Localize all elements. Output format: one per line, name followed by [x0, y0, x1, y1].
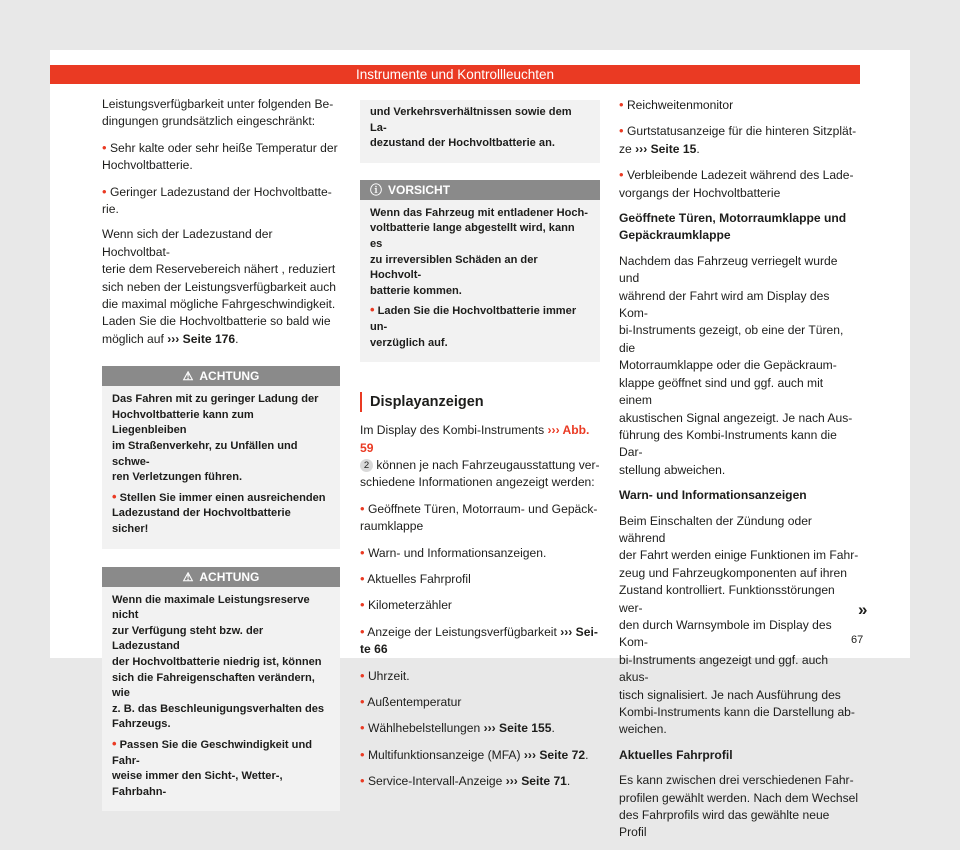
- profile-paragraph: Es kann zwischen drei verschiedenen Fahr- profilen gewählt werden. Nach dem Wechsel des Fahrprofils wird das gewählte neue Profil: [619, 773, 859, 840]
- list-item: • Reichweitenmonitor: [619, 97, 734, 112]
- warning-box: [102, 567, 340, 812]
- list-item: • Außentemperatur: [360, 694, 462, 709]
- column-middle: [360, 100, 600, 799]
- list-item: • Multifunktionsanzeige (MFA) ››› Seite 72.: [360, 746, 589, 762]
- section-heading-wrap: [360, 392, 600, 412]
- list-item: • Anzeige der Leistungsverfügbarkeit ››› Sei- te 66: [360, 623, 598, 657]
- warning-continuation-box: [360, 100, 600, 163]
- page-link[interactable]: ››› Sei-: [560, 624, 598, 639]
- warning-triangle-icon: ⚠: [182, 569, 194, 584]
- list-item: • Uhrzeit.: [360, 667, 410, 683]
- column-right: [619, 96, 859, 850]
- warning-text: Wenn die maximale Leistungsreserve nicht zur Verfügung steht bzw. der Ladezustand der Hochvoltbatterie niedrig ist, können sich die Fahreigenschaften verändern, wie z. B. das Beschleunigungsverhalten des Fahrzeugs.: [112, 593, 325, 731]
- subheading-warnings: Warn- und Informationsanzeigen: [619, 488, 807, 503]
- page-link[interactable]: ››› Seite 15: [635, 141, 697, 156]
- warnings-paragraph: Beim Einschalten der Zündung oder während der Fahrt werden einige Funktionen im Fahr- zeug und Fahrzeugkomponenten auf ihren Zustand kontrolliert. Funktionsstörungen wer- den durch Warnsymbole im Display des Kom- bi-Instruments angezeigt und ggf. auch akus- tisch signalisiert. Je nach Ausführung des Kombi-Instruments kann die Darstellung ab- weichen.: [619, 513, 859, 737]
- list-item: • Kilometerzähler: [360, 597, 452, 613]
- list-item: • Warn- und Informationsanzeigen.: [360, 544, 547, 560]
- list-item: • Geöffnete Türen, Motorraum- und Gepäck- raumklappe: [360, 500, 598, 534]
- warning-header: ⚠ ACHTUNG: [102, 366, 340, 386]
- column-left: [102, 96, 340, 811]
- caution-header: ⓘ VORSICHT: [360, 180, 600, 200]
- list-item: • Verbleibende Ladezeit während des Lade- vorgangs der Hochvoltbatterie: [619, 167, 854, 200]
- warning-box: [102, 366, 340, 548]
- caution-box: [360, 180, 600, 362]
- range-paragraph: Wenn sich der Ladezustand der Hochvoltbat- terie dem Reservebereich nähert , reduziert sich neben der Leistungsverfügbarkeit auch die maximal mögliche Fahrgeschwindigkeit. Laden Sie die Hochvoltbatterie so bald wie möglich auf ››› Seite 176.: [102, 227, 336, 346]
- subheading-doors: Geöffnete Türen, Motorraumklappe und Gepäckraumklappe: [619, 211, 847, 243]
- caution-text: Wenn das Fahrzeug mit entladener Hoch- voltbatterie lange abgestellt wird, kann es zu irreversiblen Schäden an der Hochvolt- batterie kommen.: [370, 206, 589, 297]
- warning-text: Das Fahren mit zu geringer Ladung der Hochvoltbatterie kann zum Liegenbleiben im Straßenverkehr, zu Unfällen und schwe- ren Verletzungen führen.: [112, 393, 319, 484]
- warning-bullet-continued: und Verkehrsverhältnissen sowie dem La- dezustand der Hochvoltbatterie an.: [370, 106, 572, 150]
- chapter-header: Instrumente und Kontrollleuchten: [50, 65, 860, 84]
- list-item: • Sehr kalte oder sehr heiße Temperatur der Hochvoltbatterie.: [102, 139, 338, 173]
- intro-paragraph: Leistungsverfügbarkeit unter folgenden Be- dingungen grundsätzlich eingeschränkt:: [102, 97, 334, 129]
- list-item: • Aktuelles Fahrprofil: [360, 570, 471, 586]
- display-intro: Im Display des Kombi-Instruments ››› Abb. 59 2 können je nach Fahrzeugausstattung ver- schiedene Informationen angezeigt werden:: [360, 423, 600, 490]
- section-heading: Displayanzeigen: [360, 392, 600, 412]
- page-link[interactable]: te 66: [360, 642, 388, 657]
- info-circle-icon: ⓘ: [370, 182, 383, 197]
- page-link[interactable]: ››› Seite 71: [505, 774, 567, 789]
- list-item: • Geringer Ladezustand der Hochvoltbatte- rie.: [102, 183, 332, 217]
- warning-bullet: • Passen Sie die Geschwindigkeit und Fahr- weise immer den Sicht-, Wetter-, Fahrbahn-: [112, 735, 313, 798]
- warning-bullet: • Stellen Sie immer einen ausreichenden Ladezustand der Hochvoltbatterie sicher!: [112, 488, 326, 536]
- list-item: • Service-Intervall-Anzeige ››› Seite 71.: [360, 773, 571, 789]
- warning-triangle-icon: ⚠: [182, 369, 194, 384]
- page-link[interactable]: ››› Seite 176: [167, 331, 236, 346]
- callout-number: 2: [360, 459, 373, 472]
- subheading-profile: Aktuelles Fahrprofil: [619, 747, 733, 762]
- continue-arrow-icon: »: [858, 600, 868, 619]
- page-link[interactable]: ››› Seite 72: [523, 747, 586, 762]
- doors-paragraph: Nachdem das Fahrzeug verriegelt wurde und während der Fahrt wird am Display des Kom- bi-Instruments gezeigt, ob eine der Türen, die Motorraumklappe oder die Gepäckraum- klappe geöffnet sind und ggf. auch mit einem akustischen Signal angezeigt. Je nach Aus- führung des Kombi-Instruments kann die Dar- stellung abweichen.: [619, 253, 853, 477]
- page-number: 67: [851, 634, 864, 646]
- caution-bullet: • Laden Sie die Hochvoltbatterie immer un- verzüglich auf.: [370, 302, 577, 349]
- list-item: • Wählhebelstellungen ››› Seite 155.: [360, 720, 555, 736]
- figure-link[interactable]: ››› Abb. 59: [360, 423, 590, 455]
- list-item: • Gurtstatusanzeige für die hinteren Sitzplät- ze ››› Seite 15.: [619, 123, 857, 156]
- page-link[interactable]: ››› Seite 155: [483, 721, 552, 736]
- warning-header: ⚠ ACHTUNG: [102, 567, 340, 587]
